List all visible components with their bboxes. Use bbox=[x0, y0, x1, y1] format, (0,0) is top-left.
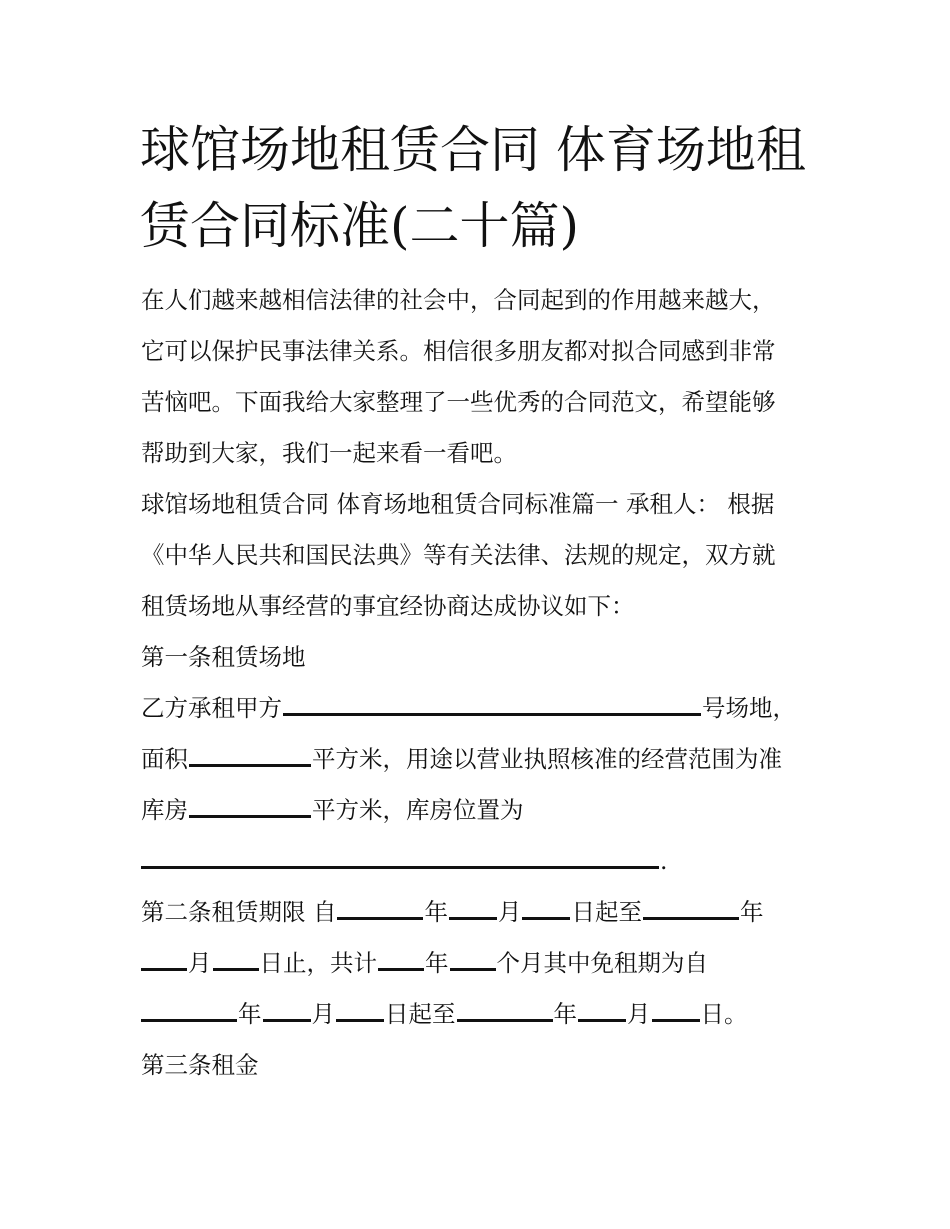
text-segment: 平方米，库房位置为 bbox=[312, 796, 524, 824]
fill-blank[interactable] bbox=[141, 948, 187, 971]
fill-blank[interactable] bbox=[652, 999, 700, 1022]
title-line-1: 球馆场地租赁合同 体育场地租 bbox=[140, 121, 806, 179]
article-1-line-1 bbox=[141, 683, 821, 734]
text-segment: 日。 bbox=[700, 1000, 748, 1028]
text-segment: 乙方承租甲方 bbox=[141, 694, 282, 722]
text-segment: 号场地， bbox=[702, 694, 796, 722]
article-1-line-4 bbox=[141, 836, 821, 887]
fill-blank[interactable] bbox=[457, 999, 553, 1022]
text-segment: 库房 bbox=[141, 796, 188, 824]
text-segment: 日起至 bbox=[385, 1000, 456, 1028]
fill-blank[interactable] bbox=[213, 948, 259, 971]
article-2-line-1 bbox=[141, 887, 821, 938]
fill-blank[interactable] bbox=[263, 999, 311, 1022]
text-segment: 月 bbox=[497, 898, 522, 926]
intro-line-1: 在人们越来越相信法律的社会中，合同起到的作用越来越大， bbox=[141, 286, 776, 314]
intro-line-4: 帮助到大家，我们一起来看一看吧。 bbox=[141, 439, 517, 467]
article-3-heading: 第三条租金 bbox=[141, 1051, 259, 1079]
text-segment: 月 bbox=[627, 1000, 651, 1028]
text-segment: 第二条租赁期限 自 bbox=[141, 898, 337, 926]
text-segment: 日止，共计 bbox=[259, 949, 377, 977]
text-segment: 日起至 bbox=[571, 898, 642, 926]
article-2-line-2 bbox=[141, 938, 821, 989]
title-line-2: 赁合同标准(二十篇) bbox=[140, 197, 580, 255]
fill-blank[interactable] bbox=[522, 897, 570, 920]
text-segment: 年 bbox=[425, 949, 449, 977]
fill-blank[interactable] bbox=[337, 897, 423, 920]
section-line-3: 租赁场地从事经营的事宜经协商达成协议如下： bbox=[141, 592, 635, 620]
fill-blank[interactable] bbox=[336, 999, 384, 1022]
document-title bbox=[140, 112, 830, 264]
intro-line-2: 它可以保护民事法律关系。相信很多朋友都对拟合同感到非常 bbox=[141, 337, 776, 365]
section-line-1: 球馆场地租赁合同 体育场地租赁合同标准篇一 承租人： 根据 bbox=[141, 490, 775, 518]
fill-blank[interactable] bbox=[378, 948, 424, 971]
text-segment: . bbox=[660, 847, 668, 875]
fill-blank[interactable] bbox=[141, 999, 237, 1022]
fill-blank[interactable] bbox=[578, 999, 626, 1022]
text-segment: 平方米，用途以营业执照核准的经营范围为准 bbox=[312, 745, 782, 773]
text-segment: 月 bbox=[311, 1000, 335, 1028]
text-segment: 月 bbox=[188, 949, 212, 977]
text-segment: 年 bbox=[238, 1000, 262, 1028]
article-1-line-2 bbox=[141, 734, 821, 785]
article-1-heading: 第一条租赁场地 bbox=[141, 643, 306, 671]
fill-blank[interactable] bbox=[283, 693, 701, 716]
article-2-line-3 bbox=[141, 989, 821, 1040]
fill-blank[interactable] bbox=[141, 846, 659, 869]
fill-blank[interactable] bbox=[450, 948, 496, 971]
section-line-2: 《中华人民共和国民法典》等有关法律、法规的规定，双方就 bbox=[141, 541, 776, 569]
fill-blank[interactable] bbox=[189, 795, 311, 818]
text-segment: 个月其中免租期为自 bbox=[496, 949, 708, 977]
fill-blank[interactable] bbox=[189, 744, 311, 767]
fill-blank[interactable] bbox=[643, 897, 739, 920]
text-segment: 年 bbox=[739, 898, 764, 926]
intro-line-3: 苦恼吧。下面我给大家整理了一些优秀的合同范文，希望能够 bbox=[141, 388, 776, 416]
fill-blank[interactable] bbox=[449, 897, 497, 920]
text-segment: 面积 bbox=[141, 745, 188, 773]
text-segment: 年 bbox=[424, 898, 448, 926]
text-segment: 年 bbox=[553, 1000, 577, 1028]
article-1-line-3 bbox=[141, 785, 821, 836]
